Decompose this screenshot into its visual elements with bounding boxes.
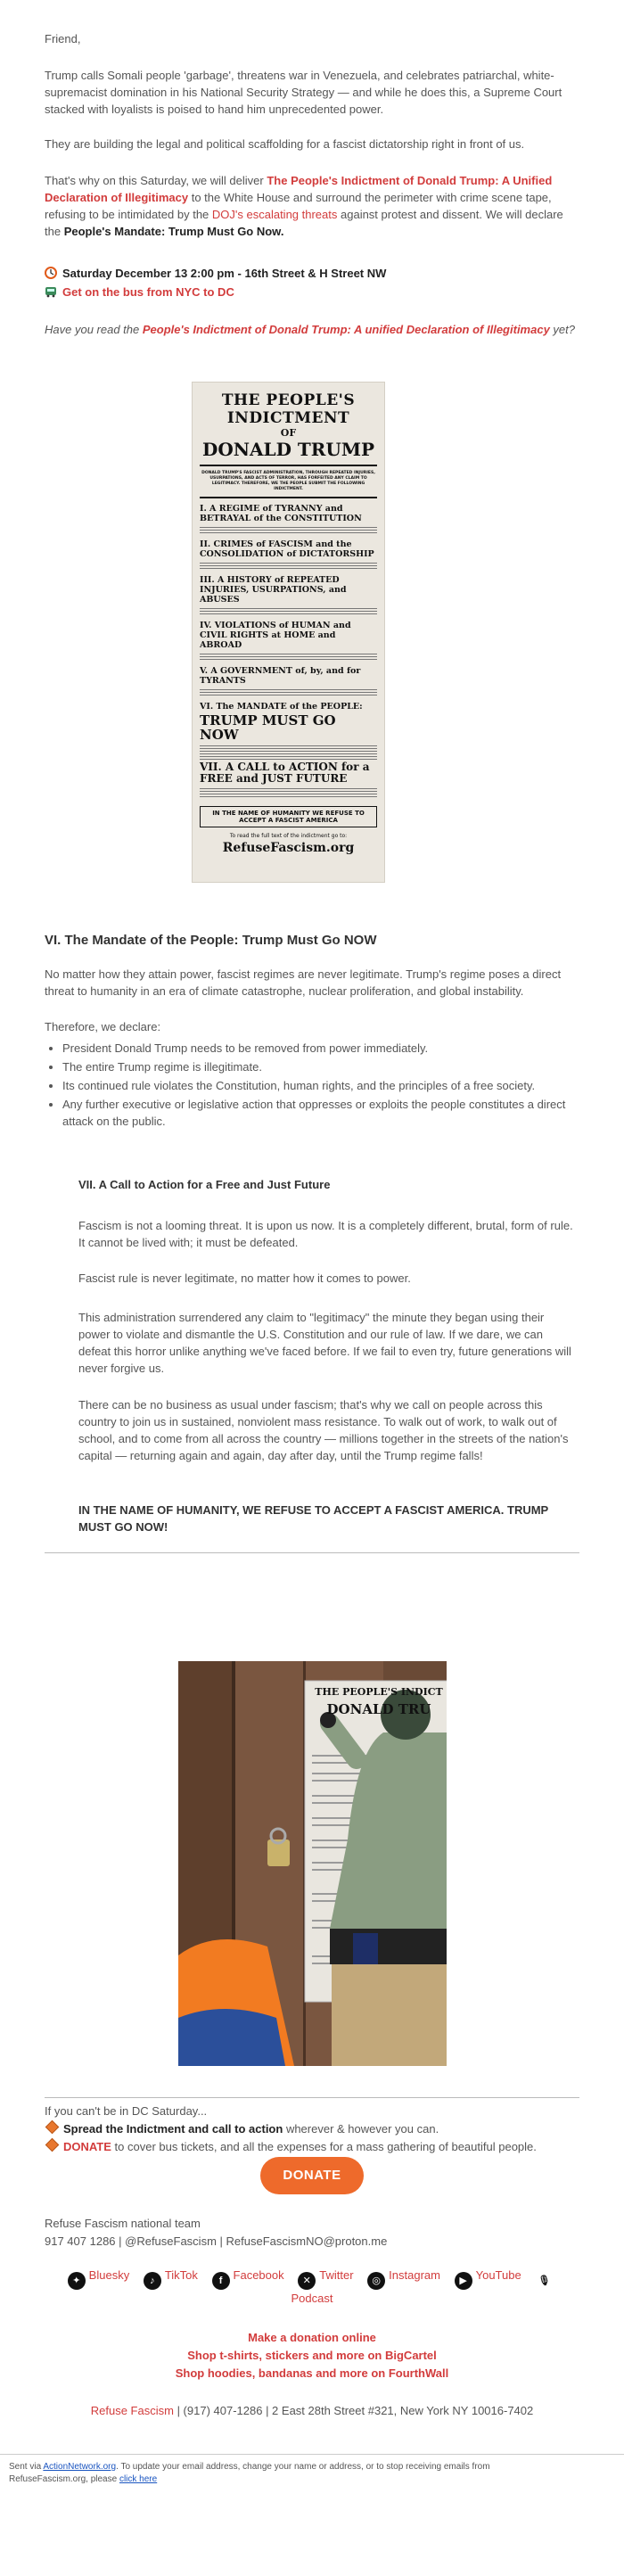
section-6-paragraph-1: No matter how they attain power, fascist regimes are never legitimate. Trump's regime poses a direct threat to humanity in an era of climate catastrophe, nuclear proliferation, and global instability. [45, 967, 562, 998]
poster-title-name: DONALD TRUMP [201, 439, 375, 460]
bus-icon [45, 285, 57, 302]
sent-via [9, 2461, 544, 2486]
doj-threats-link[interactable]: DOJ's escalating threats [211, 208, 338, 221]
spread-bold: Spread the Indictment and call to action [63, 2122, 283, 2136]
poster-section-5: V. A GOVERNMENT of, by, and for TYRANTS [200, 666, 361, 686]
dc-lead: If you can't be in DC Saturday... [45, 2104, 208, 2118]
social-link-podcast[interactable] [535, 2267, 556, 2290]
footer-divider [0, 2454, 624, 2455]
postering-photo[interactable] [178, 1661, 447, 2066]
social-link-tiktok[interactable] [144, 2267, 198, 2290]
fourthwall-link[interactable]: Shop hoodies, bandanas and more on FourthWall [175, 2366, 449, 2380]
section-6-heading: VI. The Mandate of the People: Trump Must Go NOW [45, 933, 377, 948]
poster-rule [200, 465, 377, 466]
team-contact: 917 407 1286 | @RefuseFascism | RefuseFascismNO@proton.me [45, 2234, 388, 2248]
poster-section-7: VII. A CALL to ACTION for a FREE and JUST FUTURE [200, 761, 370, 785]
social-link-instagram[interactable] [367, 2267, 440, 2290]
diamond-icon [45, 2120, 60, 2135]
donate-rest: to cover bus tickets, and all the expenses for a mass gathering of beautiful people. [111, 2140, 537, 2153]
intro-text: That's why on this Saturday, we will deliver [45, 174, 267, 187]
youtube-icon: ▶ [455, 2272, 472, 2290]
instagram-icon: ◎ [367, 2272, 385, 2290]
question-text: Have you read the [45, 323, 143, 336]
sent-via-text: Sent via [9, 2462, 44, 2472]
donate-link[interactable]: DONATE [63, 2140, 111, 2153]
poster-text-lines [200, 687, 377, 696]
social-label: Instagram [389, 2268, 440, 2282]
poster-title: THE PEOPLE'S INDICTMENT [221, 391, 356, 427]
actionnetwork-link[interactable]: ActionNetwork.org [43, 2462, 117, 2472]
intro-paragraph-1: Trump calls Somali people 'garbage', threatens war in Venezuela, and celebrates patriarchal, white-supremacist domination in his National Security Strategy — and while he does this, a Supreme Court stacked with loyalists is poised to hand him unprecedented power. [45, 69, 562, 116]
footer-address [45, 2402, 579, 2419]
social-label: Twitter [319, 2268, 354, 2282]
tiktok-icon: ♪ [144, 2272, 161, 2290]
social-link-facebook[interactable] [212, 2267, 284, 2290]
clock-icon [45, 267, 57, 284]
photo-poster-name: DONALD TRU [326, 1701, 431, 1717]
sent-via-text: . To update your email address, change your name or address, or to stop receiving emails from RefuseFascism.org, please [9, 2462, 490, 2484]
intro-paragraph-2: They are building the legal and political scaffolding for a fascist dictatorship right in front of us. [45, 137, 525, 151]
section-7-paragraph-1: Fascism is not a looming threat. It is upon us now. It is a completely different, brutal, form of rule. It cannot be lived with; it must be defeated. [78, 1219, 573, 1249]
poster-rule [200, 497, 377, 498]
closing-statement: IN THE NAME OF HUMANITY, WE REFUSE TO ACCEPT A FASCIST AMERICA. TRUMP MUST GO NOW! [78, 1503, 548, 1534]
spread-rest: wherever & however you can. [283, 2122, 439, 2136]
event-bus [45, 284, 579, 302]
declaration-item: • Any further executive or legislative action that oppresses or exploits the people constitutes a direct attack on the public. [62, 1096, 579, 1130]
poster-text-lines [200, 786, 377, 799]
bus-link[interactable]: Get on the bus from NYC to DC [62, 285, 234, 299]
poster-text-lines [200, 561, 377, 570]
dc-item-spread [45, 2120, 579, 2137]
poster-section-2: II. CRIMES of FASCISM and the CONSOLIDATION of DICTATORSHIP [200, 539, 374, 559]
social-link-twitter[interactable] [298, 2267, 353, 2290]
intro-text: against protest and dissent. We will declare the [45, 208, 563, 238]
section-6-paragraph-2: Therefore, we declare: [45, 1020, 161, 1033]
question-text: yet? [549, 323, 575, 336]
poster-section-6: VI. The MANDATE of the PEOPLE: [200, 702, 363, 712]
photo-poster-title: THE PEOPLE'S INDICT [315, 1686, 443, 1698]
greeting: Friend, [45, 32, 81, 45]
declaration-list [45, 1040, 579, 1132]
dc-item-donate [45, 2138, 579, 2155]
indictment-link[interactable]: The People's Indictment of Donald Trump: A Unified Declaration of Illegitimacy [45, 174, 553, 204]
donation-online-link[interactable]: Make a donation online [248, 2331, 376, 2344]
event-time-location [45, 265, 579, 284]
indictment-link-2[interactable]: People's Indictment of Donald Trump: A unified Declaration of Illegitimacy [142, 323, 550, 336]
social-links [45, 2267, 579, 2308]
unsubscribe-link[interactable]: click here [119, 2474, 158, 2484]
diamond-icon [45, 2138, 60, 2152]
poster-text-lines [200, 525, 377, 534]
poster-footer: To read the full text of the indictment go to: [229, 833, 348, 839]
social-label: TikTok [164, 2268, 198, 2282]
divider [45, 1552, 579, 1553]
poster-title-of: OF [280, 427, 297, 439]
indictment-poster-image[interactable] [192, 382, 385, 883]
podcast-icon: 🎙 [535, 2272, 553, 2290]
poster-url: RefuseFascism.org [222, 841, 355, 855]
poster-preamble: DONALD TRUMP'S FASCIST ADMINISTRATION, THROUGH REPEATED INJURIES, USURPATIONS, AND ACTS OF TERROR, HAS FORFEITED ANY CLAIM TO LEGITIMACY. THEREFORE, WE THE PEOPLE SUBMIT THE FOLLOWING INDICTMENT. [201, 471, 375, 491]
divider [45, 2097, 579, 2098]
section-7-paragraph-3: This administration surrendered any claim to "legitimacy" the minute they began using their power to violate and dismantle the U.S. Constitution and our rule of law. If we dare, we can defeat this horror unlike anything we've faced before. If we fail to even try, future generations will never forgive us. [78, 1311, 571, 1375]
refuse-fascism-link[interactable]: Refuse Fascism [90, 2404, 174, 2417]
section-7-heading: VII. A Call to Action for a Free and Just Future [78, 1178, 331, 1191]
poster-section-3: III. A HISTORY of REPEATED INJURIES, USURPATIONS, and ABUSES [200, 575, 347, 605]
poster-text-lines [200, 606, 377, 615]
team-name: Refuse Fascism national team [45, 2217, 201, 2230]
social-label: YouTube [475, 2268, 521, 2282]
bigcartel-link[interactable]: Shop t-shirts, stickers and more on BigCartel [187, 2349, 437, 2362]
social-link-youtube[interactable] [455, 2267, 521, 2290]
declaration-item: • President Donald Trump needs to be removed from power immediately. [62, 1040, 579, 1057]
podcast-label[interactable]: Podcast [291, 2292, 333, 2305]
intro-paragraph-3 [45, 172, 579, 240]
address-text: | (917) 407-1286 | 2 East 28th Street #321, New York NY 10016-7402 [173, 2404, 534, 2417]
read-question [45, 321, 579, 338]
facebook-icon: f [212, 2272, 230, 2290]
intro-text: to the White House and surround the perimeter with crime scene tape, refusing to be intimidated by the [45, 191, 552, 221]
poster-trump-must-go: TRUMP MUST GO NOW [200, 712, 336, 743]
poster-text-lines [200, 652, 377, 661]
declaration-item: • The entire Trump regime is illegitimate. [62, 1058, 579, 1075]
social-label: Bluesky [88, 2268, 130, 2282]
event-when-where: Saturday December 13 2:00 pm - 16th Street & H Street NW [62, 267, 387, 280]
declaration-item: • Its continued rule violates the Constitution, human rights, and the principles of a free society. [62, 1077, 579, 1094]
mandate-text: People's Mandate: Trump Must Go Now. [63, 225, 284, 238]
poster-section-4: IV. VIOLATIONS of HUMAN and CIVIL RIGHTS at HOME and ABROAD [200, 621, 351, 650]
poster-section-1: I. A REGIME of TYRANNY and BETRAYAL of the CONSTITUTION [200, 504, 362, 523]
donate-button[interactable]: DONATE [260, 2157, 364, 2194]
social-label: Facebook [233, 2268, 284, 2282]
poster-refuse-box: IN THE NAME OF HUMANITY WE REFUSE TO ACCEPT A FASCIST AMERICA [200, 806, 377, 827]
social-link-bluesky[interactable] [68, 2267, 130, 2290]
twitter-icon: ✕ [298, 2272, 316, 2290]
bluesky-icon: ✦ [68, 2272, 86, 2290]
section-7-paragraph-4: There can be no business as usual under fascism; that's why we call on people across this country to join us in sustained, nonviolent mass resistance. To walk out of work, to walk out of school, and to come from all across the country — millions together in the streets of the nation's capital — returning again and again, day after day, until the Trump regime falls! [78, 1398, 569, 1462]
poster-text-lines [200, 744, 377, 760]
section-7-paragraph-2: Fascist rule is never legitimate, no matter how it comes to power. [78, 1272, 411, 1285]
